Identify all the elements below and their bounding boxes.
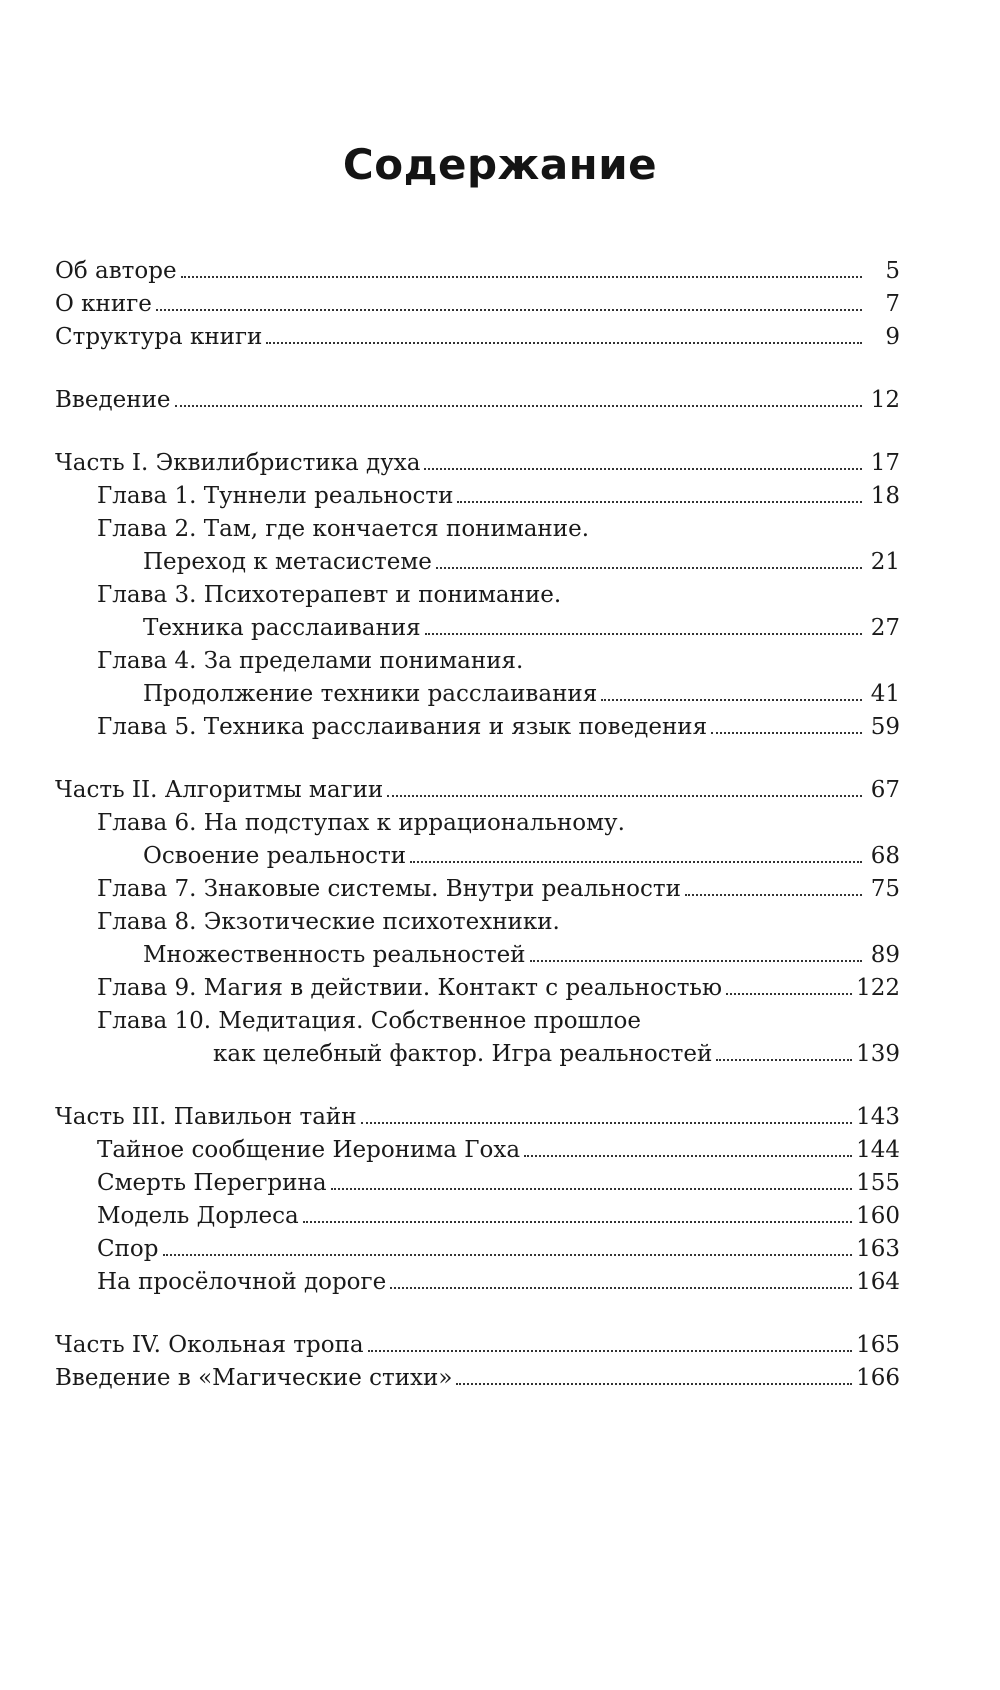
toc-entry-title: Техника расслаивания bbox=[143, 615, 421, 641]
toc-entry-title: Часть III. Павильон тайн bbox=[55, 1104, 357, 1130]
toc-entry-page: 155 bbox=[856, 1170, 900, 1196]
dot-leader bbox=[390, 1287, 852, 1289]
toc-entry-title: как целебный фактор. Игра реальностей bbox=[213, 1041, 713, 1067]
toc-entry-title: Структура книги bbox=[55, 324, 263, 350]
toc-entry-chapter-6[interactable] bbox=[55, 840, 900, 873]
dot-leader bbox=[711, 732, 862, 734]
dot-leader bbox=[266, 342, 862, 344]
toc-entry-page: 12 bbox=[870, 387, 900, 413]
toc-entry-chapter-2[interactable] bbox=[55, 546, 900, 579]
dot-leader bbox=[716, 1059, 852, 1061]
toc-group-front bbox=[55, 255, 900, 354]
toc-entry-chapter-8[interactable] bbox=[55, 939, 900, 972]
toc-entry-title: Спор bbox=[97, 1236, 159, 1262]
toc-entry[interactable] bbox=[55, 1167, 900, 1200]
toc-group-part1 bbox=[55, 447, 900, 744]
dot-leader bbox=[425, 633, 862, 635]
toc-entry-magic-intro[interactable] bbox=[55, 1362, 900, 1395]
toc-entry-chapter-8-line1[interactable]: Глава 8. Экзотические психотехники. bbox=[97, 909, 560, 935]
toc-entry-title: Множественность реальностей bbox=[143, 942, 526, 968]
toc-entry[interactable] bbox=[55, 321, 900, 354]
dot-leader bbox=[601, 699, 862, 701]
toc-entry-page: 21 bbox=[870, 549, 900, 575]
toc-entry-chapter-3[interactable] bbox=[55, 612, 900, 645]
toc-entry-part4[interactable] bbox=[55, 1329, 900, 1362]
dot-leader bbox=[331, 1188, 853, 1190]
toc-entry-title: Часть I. Эквилибристика духа bbox=[55, 450, 421, 476]
toc-entry-part2[interactable] bbox=[55, 774, 900, 807]
toc-entry-chapter-9[interactable] bbox=[55, 972, 900, 1005]
toc-entry-chapter-2-line1[interactable]: Глава 2. Там, где кончается понимание. bbox=[97, 516, 590, 542]
toc-entry-title: Смерть Перегрина bbox=[97, 1170, 327, 1196]
toc-entry-page: 164 bbox=[856, 1269, 900, 1295]
toc-entry-page: 5 bbox=[885, 258, 900, 284]
toc-entry[interactable] bbox=[55, 1134, 900, 1167]
toc-entry-page: 41 bbox=[870, 681, 900, 707]
toc-entry-page: 143 bbox=[856, 1104, 900, 1130]
toc-entry-chapter-6-line1[interactable]: Глава 6. На подступах к иррациональному. bbox=[97, 810, 625, 836]
toc-entry-title: Об авторе bbox=[55, 258, 177, 284]
dot-leader bbox=[410, 861, 862, 863]
toc-entry-part1[interactable] bbox=[55, 447, 900, 480]
toc-entry[interactable] bbox=[55, 255, 900, 288]
toc-entry-chapter-10-line1[interactable]: Глава 10. Медитация. Собственное прошлое bbox=[97, 1008, 641, 1034]
dot-leader bbox=[156, 309, 862, 311]
dot-leader bbox=[175, 405, 862, 407]
toc-entry-page: 160 bbox=[856, 1203, 900, 1229]
toc-entry-page: 75 bbox=[870, 876, 900, 902]
toc-entry-title: О книге bbox=[55, 291, 152, 317]
dot-leader bbox=[181, 276, 862, 278]
dot-leader bbox=[530, 960, 862, 962]
dot-leader bbox=[436, 567, 862, 569]
toc-entry[interactable] bbox=[55, 1233, 900, 1266]
toc-entry-chapter-1[interactable] bbox=[55, 480, 900, 513]
toc-entry-page: 165 bbox=[856, 1332, 900, 1358]
toc-entry-page: 7 bbox=[885, 291, 900, 317]
toc-entry-page: 122 bbox=[856, 975, 900, 1001]
toc-entry-title: Глава 1. Туннели реальности bbox=[97, 483, 454, 509]
toc-entry-page: 68 bbox=[870, 843, 900, 869]
toc-entry-page: 17 bbox=[870, 450, 900, 476]
dot-leader bbox=[685, 894, 862, 896]
toc-entry[interactable] bbox=[55, 288, 900, 321]
dot-leader bbox=[368, 1350, 852, 1352]
toc-entry-chapter-4[interactable] bbox=[55, 678, 900, 711]
toc-entry[interactable] bbox=[55, 1266, 900, 1299]
toc-entry-title: Модель Дорлеса bbox=[97, 1203, 299, 1229]
toc-entry-title: На просёлочной дороге bbox=[97, 1269, 387, 1295]
toc-entry-chapter-10[interactable] bbox=[55, 1038, 900, 1071]
toc-entry-chapter-3-line1[interactable]: Глава 3. Психотерапевт и понимание. bbox=[97, 582, 562, 608]
toc-entry-title: Введение в «Магические стихи» bbox=[55, 1365, 453, 1391]
toc-entry-title: Глава 5. Техника расслаивания и язык поведения bbox=[97, 714, 708, 740]
toc-entry-intro[interactable] bbox=[55, 384, 900, 417]
dot-leader bbox=[361, 1122, 853, 1124]
toc-entry-title: Переход к метасистеме bbox=[143, 549, 432, 575]
dot-leader bbox=[387, 795, 862, 797]
toc-group-part3 bbox=[55, 1101, 900, 1299]
dot-leader bbox=[726, 993, 852, 995]
toc-entry-title: Освоение реальности bbox=[143, 843, 407, 869]
toc-group-part4 bbox=[55, 1329, 900, 1395]
toc-entry-page: 139 bbox=[856, 1041, 900, 1067]
toc-entry-page: 27 bbox=[870, 615, 900, 641]
toc-group-part2 bbox=[55, 774, 900, 1071]
dot-leader bbox=[424, 468, 862, 470]
toc-entry-page: 166 bbox=[856, 1365, 900, 1391]
dot-leader bbox=[303, 1221, 852, 1223]
toc-entry-page: 67 bbox=[870, 777, 900, 803]
toc-entry-title: Продолжение техники расслаивания bbox=[143, 681, 598, 707]
toc-entry-page: 144 bbox=[856, 1137, 900, 1163]
toc-entry-page: 59 bbox=[870, 714, 900, 740]
toc-entry-page: 18 bbox=[870, 483, 900, 509]
toc-entry-part3[interactable] bbox=[55, 1101, 900, 1134]
toc-entry-title: Часть II. Алгоритмы магии bbox=[55, 777, 384, 803]
toc-entry-title: Введение bbox=[55, 387, 171, 413]
toc-entry-title: Тайное сообщение Иеронима Гоха bbox=[97, 1137, 521, 1163]
dot-leader bbox=[457, 501, 862, 503]
dot-leader bbox=[456, 1383, 852, 1385]
page-title: Содержание bbox=[342, 140, 658, 189]
toc-entry-title: Глава 7. Знаковые системы. Внутри реальности bbox=[97, 876, 681, 902]
dot-leader bbox=[524, 1155, 852, 1157]
toc-entry-page: 163 bbox=[856, 1236, 900, 1262]
dot-leader bbox=[163, 1254, 853, 1256]
toc-entry-chapter-5[interactable] bbox=[55, 711, 900, 744]
toc-entry-title: Часть IV. Окольная тропа bbox=[55, 1332, 364, 1358]
table-of-contents bbox=[55, 255, 900, 1425]
toc-group-intro bbox=[55, 384, 900, 417]
toc-entry-page: 89 bbox=[870, 942, 900, 968]
toc-entry-title: Глава 9. Магия в действии. Контакт с реальностью bbox=[97, 975, 722, 1001]
toc-entry[interactable] bbox=[55, 1200, 900, 1233]
toc-entry-chapter-4-line1[interactable]: Глава 4. За пределами понимания. bbox=[97, 648, 524, 674]
toc-entry-chapter-7[interactable] bbox=[55, 873, 900, 906]
toc-entry-page: 9 bbox=[885, 324, 900, 350]
